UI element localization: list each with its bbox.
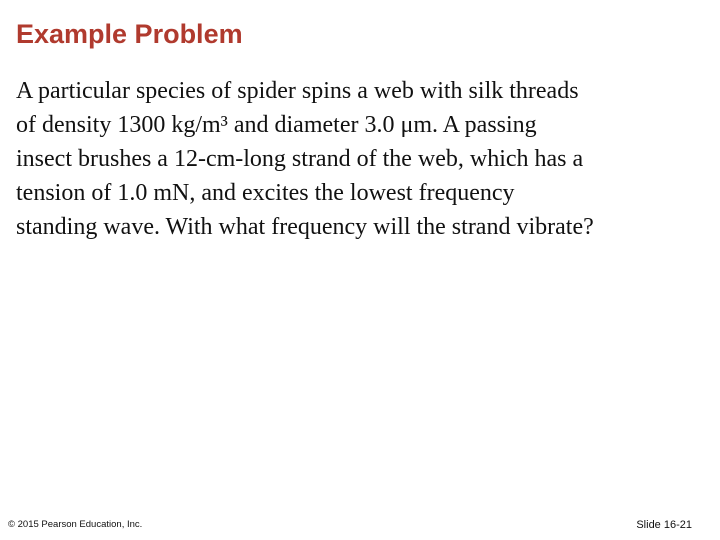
problem-line: insect brushes a 12-cm-long strand of the web, which has a: [16, 146, 584, 172]
footer-copyright: © 2015 Pearson Education, Inc.: [8, 519, 143, 530]
slide-title: Example Problem: [16, 19, 243, 49]
problem-line: tension of 1.0 mN, and excites the lowest frequency: [16, 180, 515, 206]
problem-line: of density 1300 kg/m³ and diameter 3.0 μm. A passing: [16, 112, 537, 138]
problem-statement: [16, 74, 706, 244]
problem-line: A particular species of spider spins a web with silk threads: [16, 78, 579, 104]
slide-number: Slide 16-21: [636, 519, 692, 531]
problem-line: standing wave. With what frequency will the strand vibrate?: [16, 214, 594, 240]
